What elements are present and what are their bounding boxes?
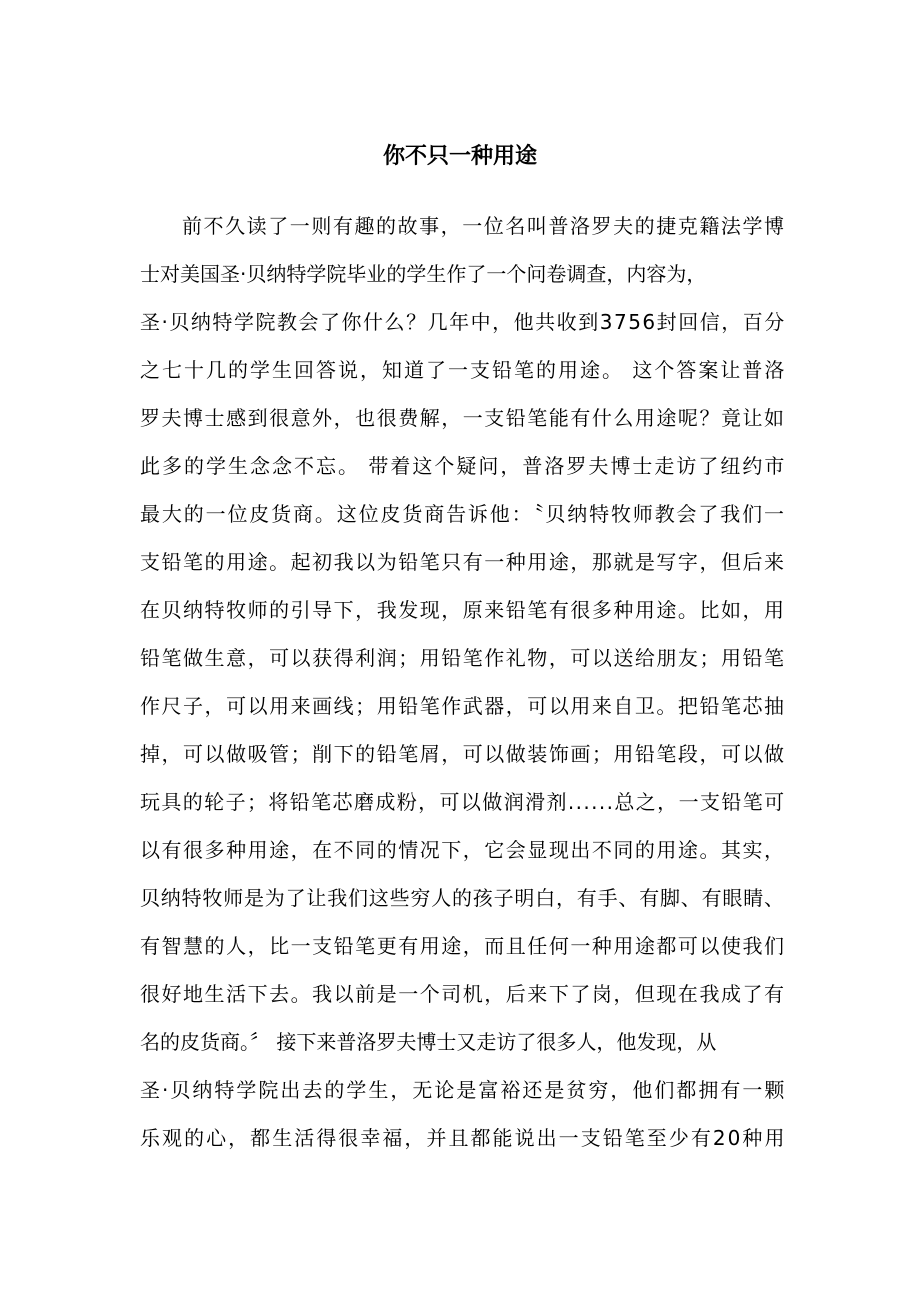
text-line: 掉，可以做吸管；削下的铅笔屑，可以做装饰画；用铅笔段，可以做 (140, 742, 786, 766)
text-line: 乐观的心，都生活得很幸福，并且都能说出一支铅笔至少有20种用 (140, 1126, 787, 1150)
text-line: 士对美国圣·贝纳特学院毕业的学生作了一个问卷调查，内容为， (140, 262, 707, 286)
text-line: 最大的一位皮货商。这位皮货商告诉他：〝贝纳特牧师教会了我们一 (140, 502, 786, 526)
text-line: 前不久读了一则有趣的故事，一位名叫普洛罗夫的捷克籍法学博 (182, 214, 786, 238)
page-title: 你不只一种用途 (382, 144, 537, 169)
text-line: 作尺子，可以用来画线；用铅笔作武器，可以用来自卫。把铅笔芯抽 (140, 694, 786, 718)
text-line: 在贝纳特牧师的引导下，我发现，原来铅笔有很多种用途。比如，用 (140, 598, 786, 622)
text-line: 铅笔做生意，可以获得利润；用铅笔作礼物，可以送给朋友；用铅笔 (140, 646, 786, 670)
text-line: 圣·贝纳特学院出去的学生，无论是富裕还是贫穷，他们都拥有一颗 (140, 1078, 787, 1102)
text-line: 名的皮货商。〞 接下来普洛罗夫博士又走访了很多人，他发现，从 (140, 1030, 717, 1054)
text-line: 圣·贝纳特学院教会了你什么？几年中，他共收到3756封回信，百分 (140, 310, 786, 334)
text-line: 支铅笔的用途。起初我以为铅笔只有一种用途，那就是写字，但后来 (140, 550, 786, 574)
text-line: 有智慧的人，比一支铅笔更有用途，而且任何一种用途都可以使我们 (140, 934, 786, 958)
body-paragraph (140, 209, 787, 889)
text-line: 以有很多种用途，在不同的情况下，它会显现出不同的用途。其实， (140, 838, 786, 862)
text-line: 很好地生活下去。我以前是一个司机，后来下了岗，但现在我成了有 (140, 982, 786, 1006)
text-line: 此多的学生念念不忘。 带着这个疑问，普洛罗夫博士走访了纽约市 (140, 454, 787, 478)
text-line: 玩具的轮子；将铅笔芯磨成粉，可以做润滑剂......总之，一支铅笔可 (140, 790, 786, 814)
body-paragraph-continued (140, 881, 787, 1181)
text-line: 贝纳特牧师是为了让我们这些穷人的孩子明白，有手、有脚、有眼睛、 (140, 886, 785, 910)
text-line: 之七十几的学生回答说，知道了一支铅笔的用途。 这个答案让普洛 (140, 358, 787, 382)
text-line: 罗夫博士感到很意外，也很费解，一支铅笔能有什么用途呢？竟让如 (140, 406, 786, 430)
